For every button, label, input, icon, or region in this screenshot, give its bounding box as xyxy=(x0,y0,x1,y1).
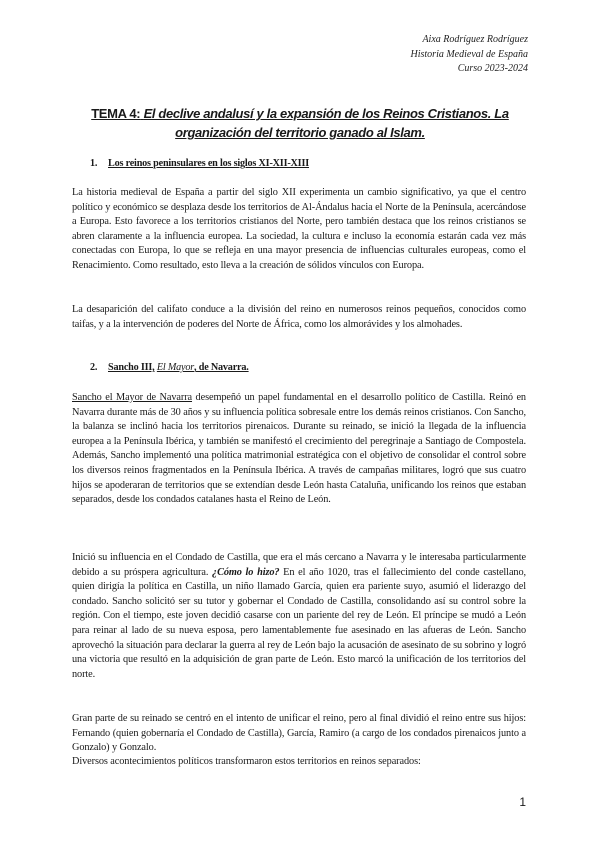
section-heading-2 xyxy=(90,362,249,373)
paragraph-5: Gran parte de su reinado se centró en el intento de unificar el reino, pero al final dividió el reino entre sus hijos: Fernando (quien gobernaría el Condado de Castilla), García, Ramiro (a cargo de los condados pirenaicos junto a Gonzalo) y Gonzalo. xyxy=(72,713,526,754)
title-prefix: TEMA 4: xyxy=(91,106,141,121)
document-title xyxy=(72,104,528,142)
header-course: Curso 2023-2024 xyxy=(457,63,528,74)
paragraph-4-text-a: Inició su influencia en el Condado de Castilla, que era el más cercano a Navarra y le interesaba particularmente debido a su próspera agricultura. xyxy=(72,552,526,578)
paragraph-3-text: desempeñó un papel fundamental en el desarrollo político de Castilla. Reinó en Navarra durante más de 30 años y su influencia política sobresale entre los demás reinos cristianos. Con Sancho, la balanza se inclinó hacia los territorios pirenaicos. Durante su reinado, se inició la llegada de la influencia europea a la Península Ibérica, y también se manifestó el crecimiento del peregrinaje a Santiago de Compostela. Además, Sancho implementó una política matrimonial estratégica con el objetivo de consolidar el control sobre los diversos reinos fragmentados en la Península Ibérica. A través de campañas militares, logró que sus cuatro hijos se apoderaran de territorios que se extendían desde León hasta Cataluña, unificando los reinos que estaban separados, desde los condados catalanes hasta el Reino de León. xyxy=(72,392,526,506)
paragraph-4-text-b: En el año 1020, tras el fallecimiento del conde castellano, quien dirigía la política en Castilla, un niño llamado García, quien era pariente suyo, asumió el liderazgo del condado. Sancho solicitó ser su tutor y gobernar el Condado de Castilla, consolidando así su control sobre la región. Con el tiempo, este joven decidió casarse con un pariente del rey de León. El príncipe se mudó a León para reinar al lado de su nueva esposa, pero lamentablemente fue asesinado en las afueras de León. Sancho aprovechó la situación para declarar la guerra al rey de León bajo la acusación de asesinato de su sobrino y logró una victoria que resultó en la adquisición de gran parte de León. Esto marcó la unificación de los territorios del norte. xyxy=(72,566,526,680)
paragraph-1: La historia medieval de España a partir del siglo XII experimenta un cambio significativo, ya que el centro político y económico se desplaza desde los territorios de Al-Ándalus hacia el Norte de la Península, acercándose a Europa. Esto favorece a los territorios cristianos del Norte, pero también destaca que los reinos cristianos se abren claramente a la influencia europea. La sociedad, la cultura e incluso la economía estarán cada vez más conectadas con Europa, lo que se refleja en una mayor presencia de influencias culturales europeas, como el Renacimiento. Como resultado, esto lleva a la creación de sólidos vínculos con Europa. xyxy=(72,187,526,271)
section-heading-1 xyxy=(90,158,309,169)
page-number: 1 xyxy=(519,795,526,809)
paragraph-6: Diversos acontecimientos políticos transformaron estos territorios en reinos separados: xyxy=(72,756,421,767)
paragraph-3 xyxy=(72,391,526,508)
section-title-b: El Mayor xyxy=(156,362,195,373)
section-title-a: Sancho III, xyxy=(108,362,155,373)
section-number: 1. xyxy=(90,158,98,169)
page-header xyxy=(411,33,528,77)
section-title-c: , de Navarra. xyxy=(194,362,249,373)
paragraph-2: La desaparición del califato conduce a la división del reino en numerosos reinos pequeños, conocidos como taifas, y a la intervención de poderes del Norte de África, como los almorávides y los almohades. xyxy=(72,304,526,330)
question-text: ¿Cómo lo hizo? xyxy=(212,566,280,578)
paragraph-4 xyxy=(72,551,526,682)
sancho-link-text: Sancho el Mayor de Navarra xyxy=(72,392,193,403)
section-title: Los reinos peninsulares en los siglos XI-XII-XIII xyxy=(108,158,309,169)
title-text: El declive andalusí y la expansión de los Reinos Cristianos. La organización del territorio ganado al Islam. xyxy=(143,106,509,140)
header-author: Aixa Rodríguez Rodríguez xyxy=(422,34,528,45)
section-number: 2. xyxy=(90,362,98,373)
header-subject: Historia Medieval de España xyxy=(410,48,528,60)
